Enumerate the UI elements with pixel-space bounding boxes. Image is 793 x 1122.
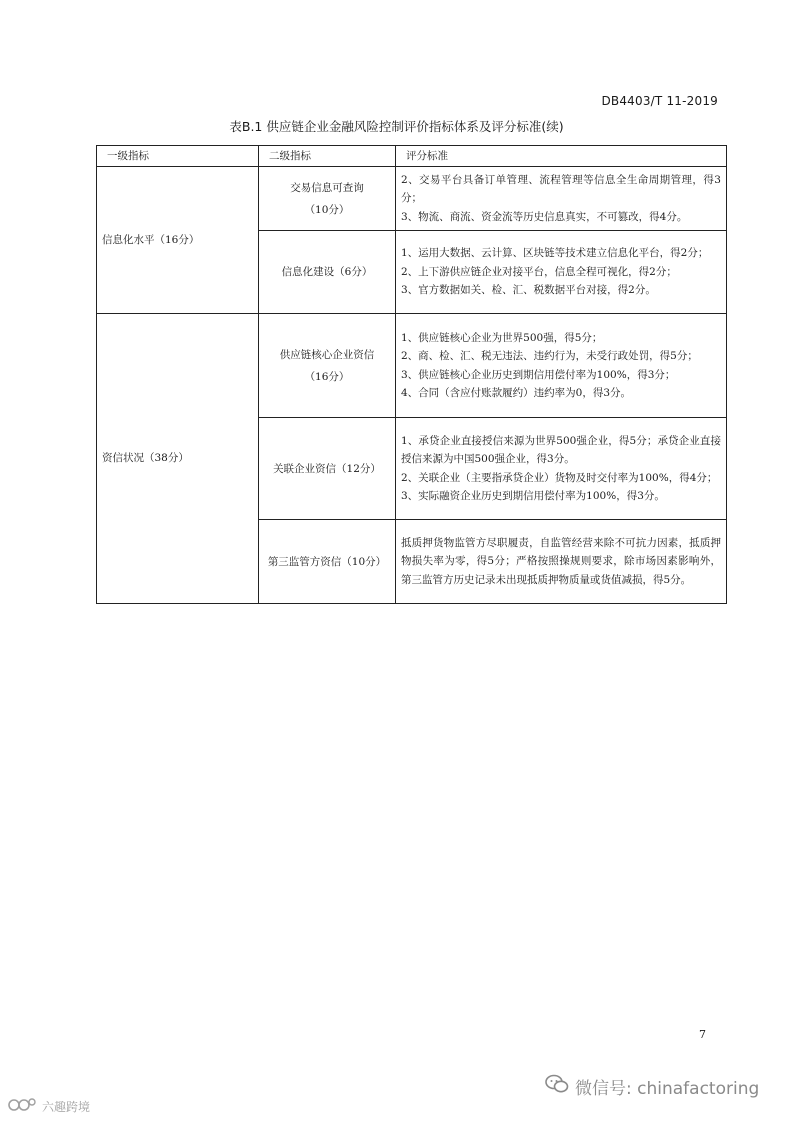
- criteria-cell: [396, 231, 727, 314]
- criteria-line: 3、供应链核心企业历史到期信用偿付率为100%，得3分；: [401, 368, 676, 381]
- table-header-row: [97, 146, 727, 167]
- header-level2: 二级指标: [259, 146, 396, 167]
- criteria-cell: [396, 520, 727, 604]
- table-row: [97, 314, 727, 418]
- evaluation-table: [96, 145, 727, 604]
- level1-cell: 资信状况（38分）: [97, 314, 259, 604]
- level2-cell: [259, 314, 396, 418]
- criteria-line: 2、上下游供应链企业对接平台，信息全程可视化，得2分；: [401, 265, 677, 278]
- brand-watermark: [8, 1097, 90, 1116]
- level2-cell: [259, 418, 396, 520]
- criteria-line: 1、承贷企业直接授信来源为世界500强企业，得5分；承贷企业直接授信来源为中国500强企业，得3分。: [401, 434, 721, 465]
- brand-logo-icon: [8, 1097, 38, 1116]
- criteria-line: 3、物流、商流、资金流等历史信息真实，不可篡改，得4分。: [401, 210, 688, 223]
- table-row: [97, 167, 727, 231]
- wechat-watermark: [545, 1074, 759, 1099]
- header-criteria: 评分标准: [396, 146, 727, 167]
- criteria-cell: [396, 418, 727, 520]
- criteria-line: 4、合同（含应付账款履约）违约率为0，得3分。: [401, 387, 632, 399]
- level2-score: （16分）: [304, 370, 350, 383]
- level2-label: 第三监管方资信（10分）: [267, 555, 387, 568]
- level2-score: （10分）: [304, 203, 350, 216]
- brand-name-text: 六趣跨境: [42, 1100, 91, 1114]
- level2-label: 供应链核心企业资信: [279, 348, 375, 361]
- criteria-cell: [396, 167, 727, 231]
- level2-cell: [259, 167, 396, 231]
- page-number: 7: [699, 1028, 706, 1041]
- criteria-line: 1、运用大数据、云计算、区块链等技术建立信息化平台，得2分；: [401, 247, 709, 260]
- table-title: 表B.1 供应链企业金融风险控制评价指标体系及评分标准(续): [229, 119, 564, 134]
- criteria-line: 3、实际融资企业历史到期信用偿付率为100%，得3分。: [401, 490, 665, 502]
- criteria-cell: [396, 314, 727, 418]
- level2-label: 关联企业资信（12分）: [273, 462, 381, 475]
- level2-cell: [259, 520, 396, 604]
- wechat-id-text: 微信号: chinafactoring: [575, 1079, 760, 1099]
- level2-label: 交易信息可查询: [290, 181, 364, 194]
- criteria-line: 1、供应链核心企业为世界500强，得5分；: [401, 331, 603, 344]
- level2-label: 信息化建设（6分）: [281, 266, 373, 278]
- criteria-line: 2、商、检、汇、税无违法、违约行为，未受行政处罚，得5分；: [401, 350, 698, 362]
- criteria-line: 2、关联企业（主要指承贷企业）货物及时交付率为100%，得4分；: [401, 471, 718, 484]
- header-level1: 一级指标: [97, 146, 259, 167]
- document-code: DB4403/T 11-2019: [601, 94, 718, 108]
- level1-cell: 信息化水平（16分）: [97, 167, 259, 314]
- level2-cell: [259, 231, 396, 314]
- criteria-line: 3、官方数据如关、检、汇、税数据平台对接，得2分。: [401, 284, 656, 297]
- criteria-line: 抵质押货物监管方尽职履责，自监管经营来除不可抗力因素，抵质押物损失率为零，得5分；严格按照操规则要求，除市场因素影响外，第三监管方历史记录未出现抵质押物质量或货值减损，得5分。: [401, 536, 721, 586]
- wechat-icon: [545, 1074, 569, 1099]
- criteria-line: 2、交易平台具备订单管理、流程管理等信息全生命周期管理，得3分；: [401, 173, 721, 205]
